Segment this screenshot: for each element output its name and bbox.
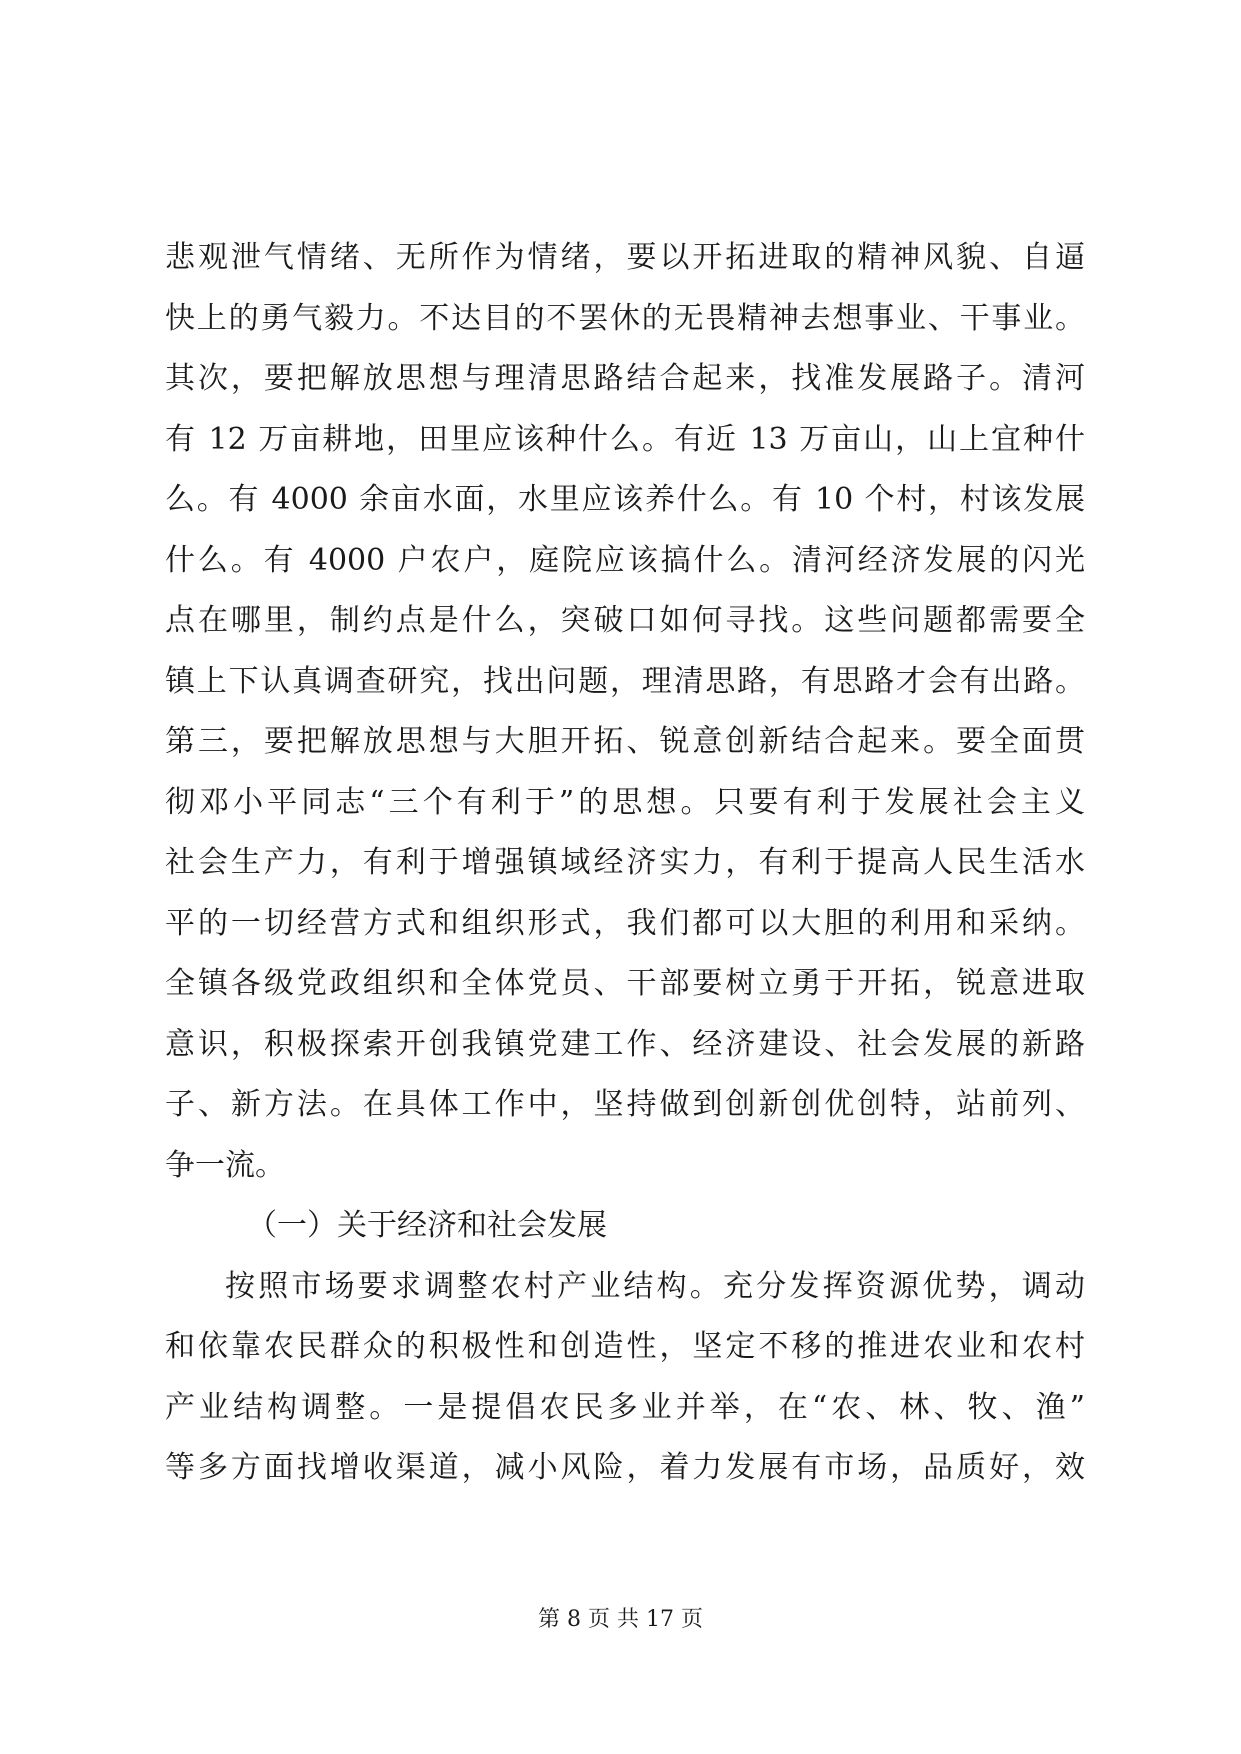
text-line: 产业结构调整。一是提倡农民多业并举，在“农、林、牧、渔” bbox=[165, 1389, 1085, 1425]
text-line: 和依靠农民群众的积极性和创造性，坚定不移的推进农业和农村 bbox=[165, 1329, 1085, 1364]
text-line: 意识，积极探索开创我镇党建工作、经济建设、社会发展的新路 bbox=[165, 1026, 1085, 1062]
text-line: 有 12 万亩耕地，田里应该种什么。有近 13 万亩山，山上宜种什 bbox=[165, 421, 1085, 457]
text-line: 子、新方法。在具体工作中，坚持做到创新创优创特，站前列、 bbox=[165, 1087, 1085, 1122]
text-line: 快上的勇气毅力。不达目的不罢休的无畏精神去想事业、干事业。 bbox=[165, 300, 1085, 336]
page-number-footer: 第 8 页 共 17 页 bbox=[538, 1607, 703, 1632]
text-line: 悲观泄气情绪、无所作为情绪，要以开拓进取的精神风貌、自逼 bbox=[165, 240, 1085, 275]
text-line: 么。有 4000 余亩水面，水里应该养什么。有 10 个村，村该发展 bbox=[165, 482, 1085, 517]
text-line: 彻邓小平同志“三个有利于”的思想。只要有利于发展社会主义 bbox=[165, 784, 1085, 820]
paragraph-first-line: 按照市场要求调整农村产业结构。充分发挥资源优势，调动 bbox=[225, 1268, 1085, 1304]
text-line: 镇上下认真调查研究，找出问题，理清思路，有思路才会有出路。 bbox=[165, 663, 1085, 699]
body-text bbox=[165, 228, 1085, 1499]
text-line: 争一流。 bbox=[165, 1147, 285, 1183]
section-heading: （一）关于经济和社会发展 bbox=[247, 1208, 607, 1243]
text-line: 什么。有 4000 户农户，庭院应该搞什么。清河经济发展的闪光 bbox=[165, 542, 1085, 578]
text-line: 等多方面找增收渠道，减小风险，着力发展有市场，品质好，效 bbox=[165, 1450, 1085, 1485]
text-line: 点在哪里，制约点是什么，突破口如何寻找。这些问题都需要全 bbox=[165, 603, 1085, 638]
text-line: 第三，要把解放思想与大胆开拓、锐意创新结合起来。要全面贯 bbox=[165, 724, 1085, 759]
text-line: 其次，要把解放思想与理清思路结合起来，找准发展路子。清河 bbox=[165, 361, 1085, 396]
text-line: 全镇各级党政组织和全体党员、干部要树立勇于开拓，锐意进取 bbox=[165, 966, 1085, 1001]
text-line: 平的一切经营方式和组织形式，我们都可以大胆的利用和采纳。 bbox=[165, 905, 1085, 941]
text-line: 社会生产力，有利于增强镇域经济实力，有利于提高人民生活水 bbox=[165, 845, 1085, 880]
